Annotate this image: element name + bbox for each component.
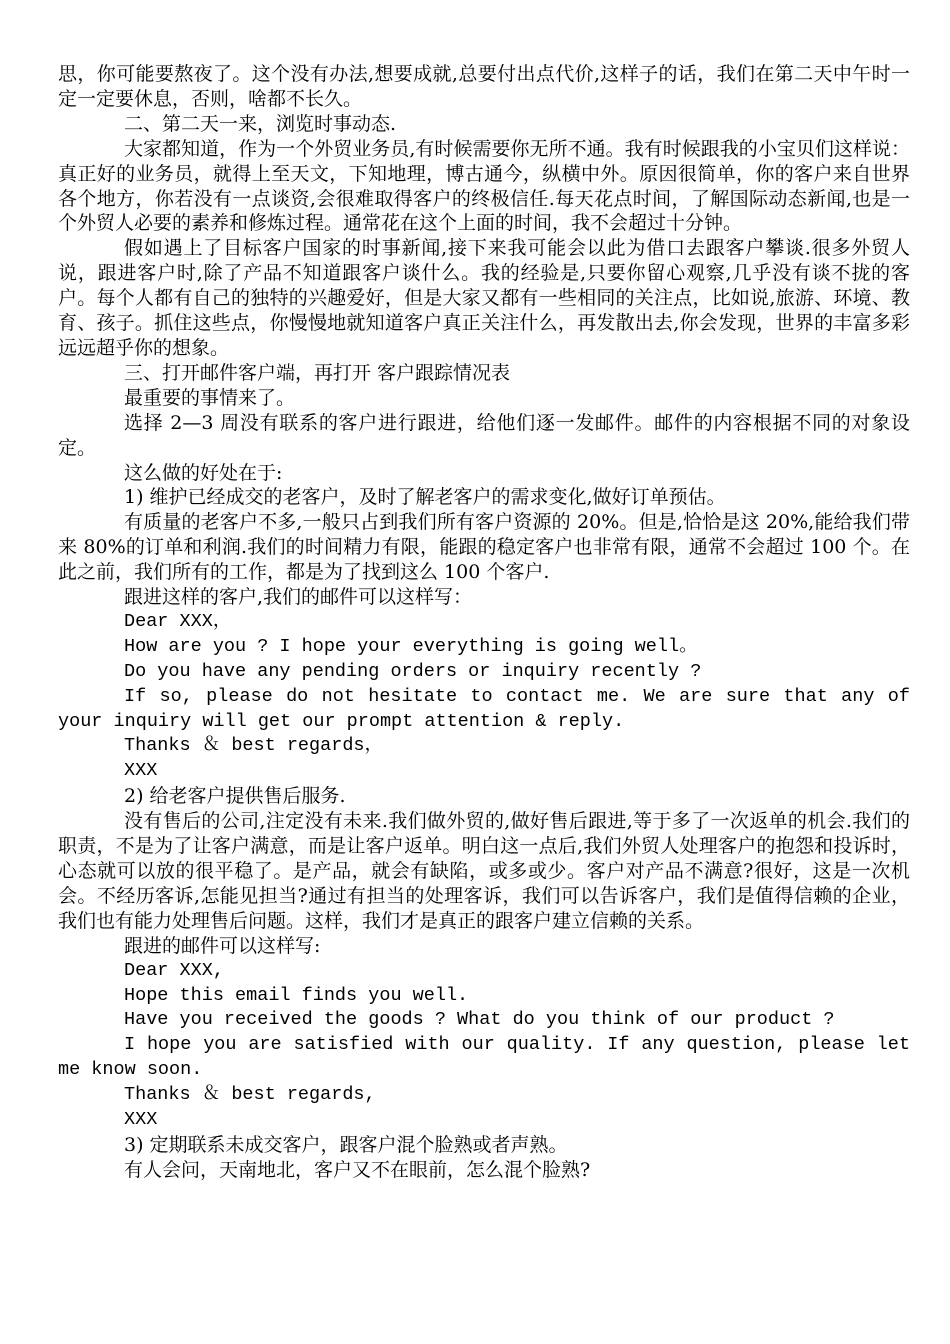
email-line: How are you ? I hope your everything is going well。 bbox=[124, 635, 698, 657]
email-line: XXX bbox=[124, 760, 158, 782]
list-item-2: 2) 给老客户提供售后服务. bbox=[124, 785, 346, 808]
list-item-1: 1) 维护已经成交的老客户，及时了解老客户的需求变化,做好订单预估。 bbox=[124, 486, 726, 509]
paragraph: 有质量的老客户不多,一般只占到我们所有客户资源的 20%。但是,恰恰是这 20%,能给我们带来 80%的订单和利润.我们的时间精力有限，能跟的稳定客户也非常有限，通常不会超过 100 个。在此之前，我们所有的工作，都是为了找到这么 100 个客户. bbox=[58, 511, 910, 584]
email-line: Have you received the goods ? What do you think of our product ? bbox=[124, 1009, 835, 1031]
paragraph: 这么做的好处在于: bbox=[124, 461, 283, 484]
paragraph: 最重要的事情来了。 bbox=[124, 386, 296, 409]
email-line: If so, please do not hesitate to contact me. We are sure that any of your inquiry will get our prompt attention & reply. bbox=[58, 685, 910, 732]
paragraph-continuation: 思，你可能要熬夜了。这个没有办法,想要成就,总要付出点代价,这样子的话，我们在第二天中午时一定一定要休息，否则，啥都不长久。 bbox=[58, 63, 910, 110]
email-line: Dear XXX， bbox=[124, 610, 232, 632]
paragraph: 没有售后的公司,注定没有未来.我们做外贸的,做好售后跟进,等于多了一次返单的机会.我们的职责，不是为了让客户满意，而是让客户返单。明白这一点后,我们外贸人处理客户的抱怨和投诉时，心态就可以放的很平稳了。是产品，就会有缺陷，或多或少。客户对产品不满意?很好，这是一次机会。不经历客诉,怎能见担当?通过有担当的处理客诉，我们可以告诉客户，我们是值得信赖的企业，我们也有能力处理售后问题。这样，我们才是真正的跟客户建立信赖的关系。 bbox=[58, 810, 910, 932]
list-item-3: 3) 定期联系未成交客户，跟客户混个脸熟或者声熟。 bbox=[124, 1133, 568, 1156]
paragraph: 有人会问，天南地北，客户又不在眼前，怎么混个脸熟? bbox=[124, 1158, 591, 1181]
email-line: Thanks ＆ best regards, bbox=[124, 1084, 376, 1106]
paragraph: 跟进的邮件可以这样写: bbox=[124, 934, 321, 957]
section-heading-2: 二、第二天一来，浏览时事动态. bbox=[124, 112, 397, 135]
section-heading-3: 三、打开邮件客户端，再打开 客户跟踪情况表 bbox=[124, 361, 511, 384]
email-line: Thanks ＆ best regards， bbox=[124, 735, 384, 757]
email-line: Hope this email finds you well. bbox=[124, 984, 469, 1006]
email-line: Dear XXX, bbox=[124, 959, 224, 981]
email-line: Do you have any pending orders or inquiry recently ? bbox=[124, 660, 702, 682]
paragraph: 大家都知道，作为一个外贸业务员,有时候需要你无所不通。我有时候跟我的小宝贝们这样说：真正好的业务员，就得上至天文，下知地理，博古通今，纵横中外。原因很简单，你的客户来自世界各个地方，你若没有一点谈资,会很难取得客户的终极信任.每天花点时间，了解国际动态新闻,也是一个外贸人必要的素养和修炼过程。通常花在这个上面的时间，我不会超过十分钟。 bbox=[58, 137, 910, 235]
paragraph: 选择 2—3 周没有联系的客户进行跟进，给他们逐一发邮件。邮件的内容根据不同的对象设定。 bbox=[58, 411, 910, 459]
email-line: XXX bbox=[124, 1109, 158, 1131]
paragraph: 假如遇上了目标客户国家的时事新闻,接下来我可能会以此为借口去跟客户攀谈.很多外贸人说，跟进客户时,除了产品不知道跟客户谈什么。我的经验是,只要你留心观察,几乎没有谈不拢的客户。每个人都有自己的独特的兴趣爱好，但是大家又都有一些相同的关注点，比如说,旅游、环境、教育、孩子。抓住这些点，你慢慢地就知道客户真正关注什么，再发散出去,你会发现，世界的丰富多彩远远超乎你的想象。 bbox=[58, 237, 910, 359]
paragraph: 跟进这样的客户,我们的邮件可以这样写： bbox=[124, 586, 473, 609]
email-line: I hope you are satisfied with our quality. If any question, please let me know soon. bbox=[58, 1034, 910, 1081]
